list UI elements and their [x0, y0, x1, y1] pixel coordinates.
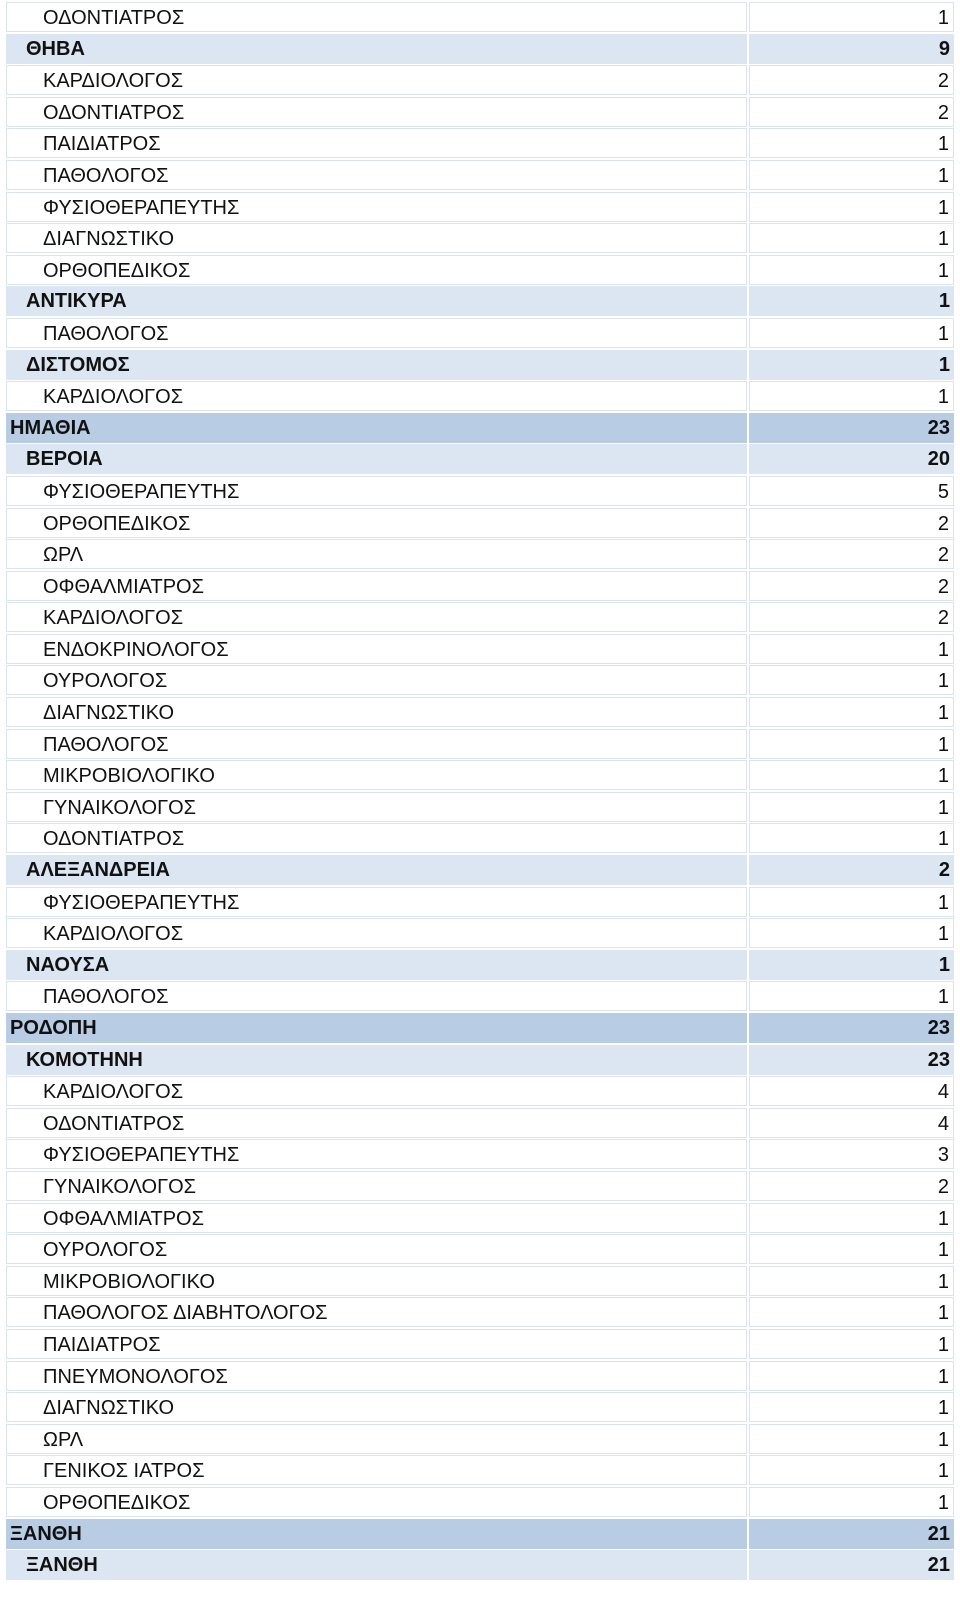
- specialty-name-cell: ΓΥΝΑΙΚΟΛΟΓΟΣ: [6, 792, 747, 822]
- count-cell: 1: [749, 350, 954, 380]
- specialty-name-cell: ΦΥΣΙΟΘΕΡΑΠΕΥΤΗΣ: [6, 476, 747, 506]
- city-name-cell: ΑΝΤΙΚΥΡΑ: [6, 286, 747, 316]
- specialty-name-cell: ΠΑΘΟΛΟΓΟΣ: [6, 318, 747, 348]
- specialty-name-cell: ΚΑΡΔΙΟΛΟΓΟΣ: [6, 918, 747, 948]
- city-row: [6, 1550, 954, 1580]
- specialty-name-cell: ΠΑΘΟΛΟΓΟΣ: [6, 729, 747, 759]
- specialty-name-cell: ΟΔΟΝΤΙΑΤΡΟΣ: [6, 823, 747, 853]
- count-cell: 2: [749, 855, 954, 885]
- specialty-row: [6, 539, 954, 569]
- data-table: [6, 2, 954, 1582]
- specialty-row: [6, 160, 954, 190]
- count-cell: 1: [749, 160, 954, 190]
- specialty-name-cell: ΕΝΔΟΚΡΙΝΟΛΟΓΟΣ: [6, 634, 747, 664]
- specialty-name-cell: ΟΡΘΟΠΕΔΙΚΟΣ: [6, 255, 747, 285]
- count-cell: 1: [749, 1361, 954, 1391]
- count-cell: 1: [749, 634, 954, 664]
- count-cell: 5: [749, 476, 954, 506]
- count-cell: 3: [749, 1139, 954, 1169]
- specialty-name-cell: ΟΔΟΝΤΙΑΤΡΟΣ: [6, 1108, 747, 1138]
- city-name-cell: ΞΑΝΘΗ: [6, 1550, 747, 1580]
- specialty-name-cell: ΠΑΘΟΛΟΓΟΣ ΔΙΑΒΗΤΟΛΟΓΟΣ: [6, 1297, 747, 1327]
- specialty-row: [6, 1171, 954, 1201]
- specialty-row: [6, 1234, 954, 1264]
- count-cell: 1: [749, 255, 954, 285]
- count-cell: 2: [749, 1171, 954, 1201]
- specialty-name-cell: ΓΥΝΑΙΚΟΛΟΓΟΣ: [6, 1171, 747, 1201]
- count-cell: 1: [749, 665, 954, 695]
- count-cell: 1: [749, 318, 954, 348]
- count-cell: 23: [749, 1045, 954, 1075]
- specialty-row: [6, 697, 954, 727]
- count-cell: 1: [749, 918, 954, 948]
- specialty-name-cell: ΩΡΛ: [6, 1424, 747, 1454]
- specialty-row: [6, 192, 954, 222]
- specialty-row: [6, 602, 954, 632]
- specialty-name-cell: ΔΙΑΓΝΩΣΤΙΚΟ: [6, 697, 747, 727]
- specialty-name-cell: ΟΔΟΝΤΙΑΤΡΟΣ: [6, 97, 747, 127]
- specialty-name-cell: ΚΑΡΔΙΟΛΟΓΟΣ: [6, 65, 747, 95]
- region-name-cell: ΡΟΔΟΠΗ: [6, 1013, 747, 1043]
- count-cell: 1: [749, 1266, 954, 1296]
- specialty-row: [6, 128, 954, 158]
- specialty-row: [6, 1139, 954, 1169]
- count-cell: 4: [749, 1076, 954, 1106]
- specialty-name-cell: ΟΡΘΟΠΕΔΙΚΟΣ: [6, 1487, 747, 1517]
- region-row: [6, 413, 954, 443]
- city-row: [6, 1045, 954, 1075]
- count-cell: 1: [749, 2, 954, 32]
- region-row: [6, 1519, 954, 1549]
- specialty-row: [6, 1266, 954, 1296]
- count-cell: 1: [749, 981, 954, 1011]
- count-cell: 2: [749, 602, 954, 632]
- specialty-row: [6, 508, 954, 538]
- specialty-name-cell: ΩΡΛ: [6, 539, 747, 569]
- count-cell: 2: [749, 508, 954, 538]
- specialty-name-cell: ΦΥΣΙΟΘΕΡΑΠΕΥΤΗΣ: [6, 192, 747, 222]
- specialty-name-cell: ΜΙΚΡΟΒΙΟΛΟΓΙΚΟ: [6, 1266, 747, 1296]
- city-name-cell: ΑΛΕΞΑΝΔΡΕΙΑ: [6, 855, 747, 885]
- count-cell: 9: [749, 34, 954, 64]
- specialty-row: [6, 1203, 954, 1233]
- city-row: [6, 855, 954, 885]
- specialty-row: [6, 760, 954, 790]
- city-row: [6, 350, 954, 380]
- specialty-row: [6, 476, 954, 506]
- count-cell: 4: [749, 1108, 954, 1138]
- specialty-name-cell: ΦΥΣΙΟΘΕΡΑΠΕΥΤΗΣ: [6, 1139, 747, 1169]
- count-cell: 20: [749, 444, 954, 474]
- specialty-row: [6, 918, 954, 948]
- specialty-name-cell: ΟΥΡΟΛΟΓΟΣ: [6, 1234, 747, 1264]
- specialty-name-cell: ΚΑΡΔΙΟΛΟΓΟΣ: [6, 1076, 747, 1106]
- specialty-row: [6, 571, 954, 601]
- specialty-row: [6, 381, 954, 411]
- count-cell: 1: [749, 286, 954, 316]
- specialty-row: [6, 223, 954, 253]
- specialty-row: [6, 65, 954, 95]
- specialty-row: [6, 981, 954, 1011]
- specialty-row: [6, 318, 954, 348]
- count-cell: 1: [749, 950, 954, 980]
- count-cell: 1: [749, 1455, 954, 1485]
- region-name-cell: ΗΜΑΘΙΑ: [6, 413, 747, 443]
- specialty-name-cell: ΦΥΣΙΟΘΕΡΑΠΕΥΤΗΣ: [6, 887, 747, 917]
- specialty-name-cell: ΚΑΡΔΙΟΛΟΓΟΣ: [6, 602, 747, 632]
- specialty-name-cell: ΟΦΘΑΛΜΙΑΤΡΟΣ: [6, 571, 747, 601]
- count-cell: 1: [749, 128, 954, 158]
- count-cell: 1: [749, 1424, 954, 1454]
- specialty-name-cell: ΠΑΘΟΛΟΓΟΣ: [6, 981, 747, 1011]
- specialty-row: [6, 665, 954, 695]
- specialty-row: [6, 1424, 954, 1454]
- count-cell: 1: [749, 381, 954, 411]
- city-row: [6, 950, 954, 980]
- count-cell: 1: [749, 760, 954, 790]
- specialty-row: [6, 823, 954, 853]
- specialty-row: [6, 97, 954, 127]
- count-cell: 2: [749, 97, 954, 127]
- specialty-row: [6, 2, 954, 32]
- specialty-row: [6, 1361, 954, 1391]
- count-cell: 1: [749, 697, 954, 727]
- specialty-name-cell: ΠΑΘΟΛΟΓΟΣ: [6, 160, 747, 190]
- city-name-cell: ΝΑΟΥΣΑ: [6, 950, 747, 980]
- specialty-row: [6, 1297, 954, 1327]
- city-name-cell: ΒΕΡΟΙΑ: [6, 444, 747, 474]
- city-row: [6, 286, 954, 316]
- specialty-row: [6, 729, 954, 759]
- specialty-name-cell: ΔΙΑΓΝΩΣΤΙΚΟ: [6, 223, 747, 253]
- count-cell: 1: [749, 192, 954, 222]
- count-cell: 1: [749, 1297, 954, 1327]
- count-cell: 1: [749, 729, 954, 759]
- specialty-name-cell: ΔΙΑΓΝΩΣΤΙΚΟ: [6, 1392, 747, 1422]
- specialty-row: [6, 1487, 954, 1517]
- specialty-row: [6, 1076, 954, 1106]
- specialty-row: [6, 255, 954, 285]
- specialty-name-cell: ΟΥΡΟΛΟΓΟΣ: [6, 665, 747, 695]
- city-name-cell: ΚΟΜΟΤΗΝΗ: [6, 1045, 747, 1075]
- count-cell: 1: [749, 223, 954, 253]
- city-row: [6, 34, 954, 64]
- specialty-name-cell: ΠΝΕΥΜΟΝΟΛΟΓΟΣ: [6, 1361, 747, 1391]
- specialty-name-cell: ΟΔΟΝΤΙΑΤΡΟΣ: [6, 2, 747, 32]
- count-cell: 1: [749, 823, 954, 853]
- specialty-name-cell: ΟΦΘΑΛΜΙΑΤΡΟΣ: [6, 1203, 747, 1233]
- specialty-name-cell: ΠΑΙΔΙΑΤΡΟΣ: [6, 1329, 747, 1359]
- count-cell: 1: [749, 1329, 954, 1359]
- specialty-row: [6, 1392, 954, 1422]
- specialty-name-cell: ΟΡΘΟΠΕΔΙΚΟΣ: [6, 508, 747, 538]
- specialty-row: [6, 1329, 954, 1359]
- specialty-row: [6, 1455, 954, 1485]
- count-cell: 2: [749, 65, 954, 95]
- count-cell: 23: [749, 1013, 954, 1043]
- specialty-row: [6, 1108, 954, 1138]
- count-cell: 1: [749, 887, 954, 917]
- region-name-cell: ΞΑΝΘΗ: [6, 1519, 747, 1549]
- specialty-row: [6, 634, 954, 664]
- count-cell: 1: [749, 1203, 954, 1233]
- count-cell: 1: [749, 1392, 954, 1422]
- count-cell: 21: [749, 1519, 954, 1549]
- count-cell: 23: [749, 413, 954, 443]
- city-name-cell: ΔΙΣΤΟΜΟΣ: [6, 350, 747, 380]
- count-cell: 1: [749, 1234, 954, 1264]
- region-row: [6, 1013, 954, 1043]
- count-cell: 2: [749, 571, 954, 601]
- count-cell: 2: [749, 539, 954, 569]
- city-name-cell: ΘΗΒΑ: [6, 34, 747, 64]
- count-cell: 1: [749, 792, 954, 822]
- specialty-name-cell: ΓΕΝΙΚΟΣ ΙΑΤΡΟΣ: [6, 1455, 747, 1485]
- specialty-row: [6, 792, 954, 822]
- city-row: [6, 444, 954, 474]
- count-cell: 1: [749, 1487, 954, 1517]
- count-cell: 21: [749, 1550, 954, 1580]
- specialty-name-cell: ΜΙΚΡΟΒΙΟΛΟΓΙΚΟ: [6, 760, 747, 790]
- specialty-name-cell: ΠΑΙΔΙΑΤΡΟΣ: [6, 128, 747, 158]
- specialty-row: [6, 887, 954, 917]
- specialty-name-cell: ΚΑΡΔΙΟΛΟΓΟΣ: [6, 381, 747, 411]
